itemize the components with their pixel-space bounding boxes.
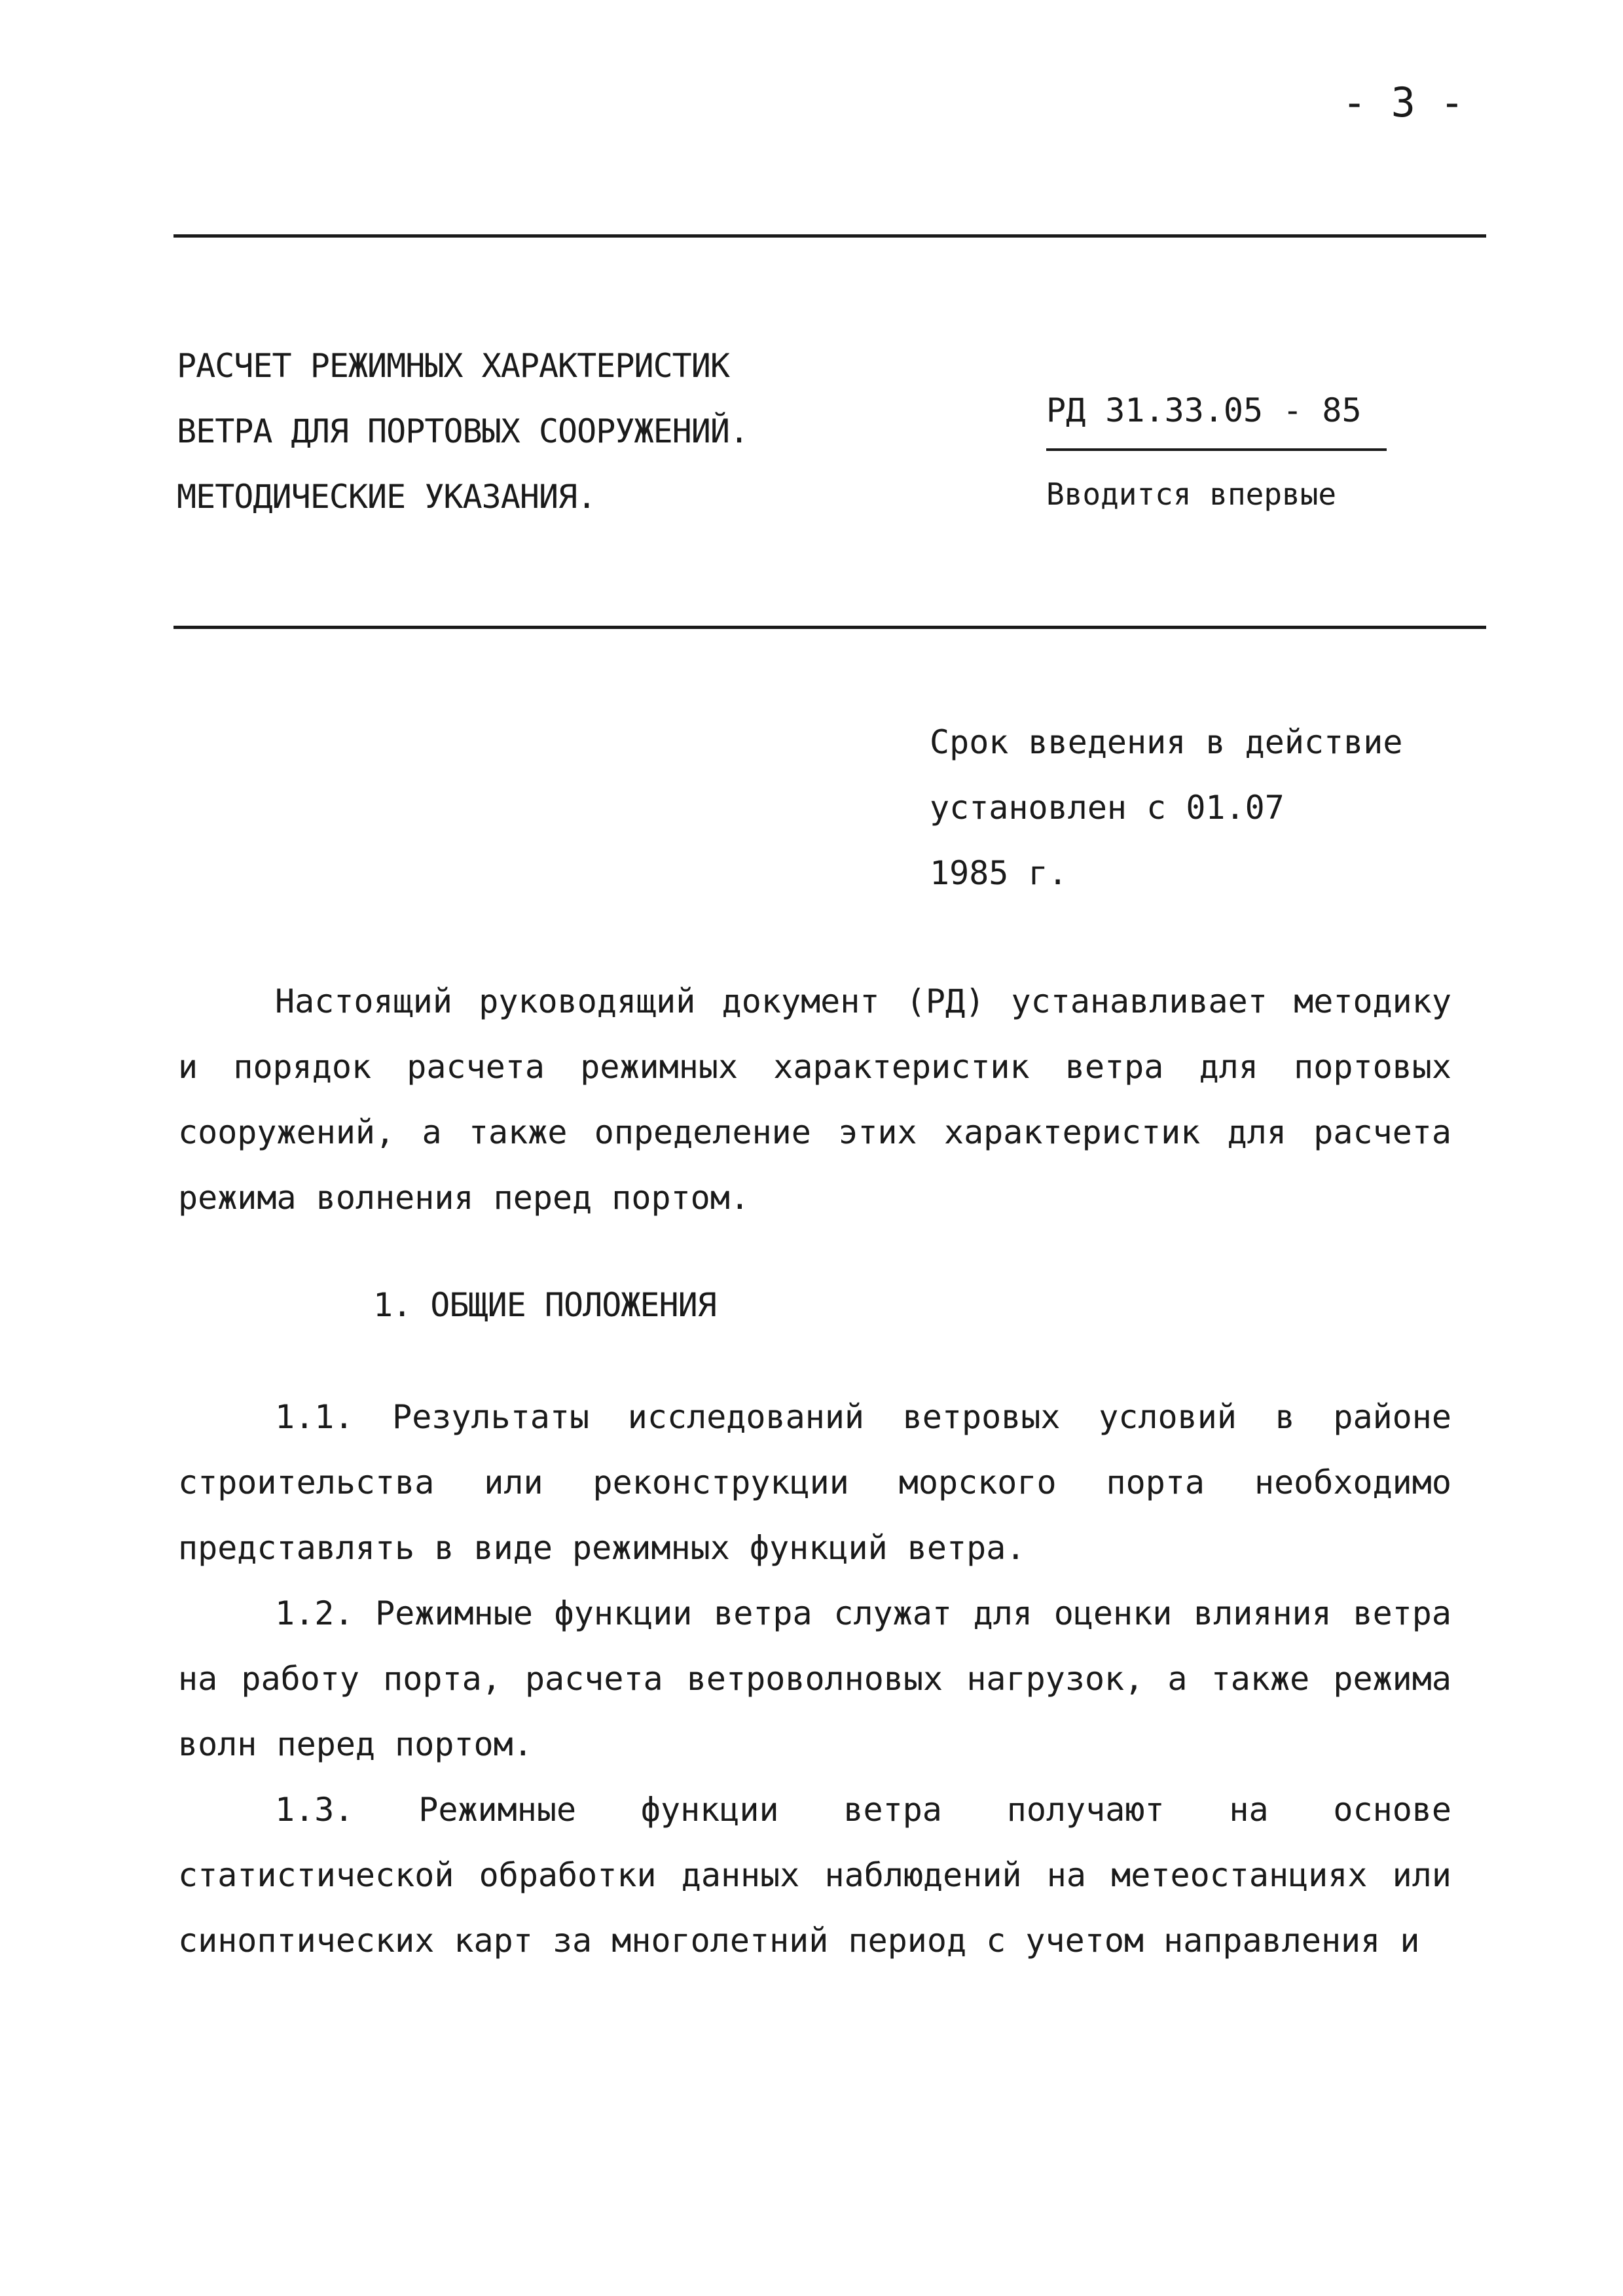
introduction-note: Вводится впервые (1046, 476, 1337, 512)
document-title-line-3: МЕТОДИЧЕСКИЕ УКАЗАНИЯ. (177, 478, 596, 516)
header-top-rule (173, 234, 1486, 238)
paragraph-1-2: 1.2. Режимные функции ветра служат для оценки влияния ветра на работу порта, расчета ветроволновых нагрузок, а также режима волн перед портом. (178, 1594, 1451, 1763)
header-bottom-rule (173, 626, 1486, 629)
effective-date-line-3: 1985 г. (930, 854, 1068, 892)
document-title-line-2: ВЕТРА ДЛЯ ПОРТОВЫХ СООРУЖЕНИЙ. (177, 412, 749, 450)
document-title-line-1: РАСЧЕТ РЕЖИМНЫХ ХАРАКТЕРИСТИК (177, 347, 729, 385)
intro-paragraph: Настоящий руководящий документ (РД) устанавливает методику и порядок расчета режимных характеристик ветра для портовых сооружений, а также определение этих характеристик для расчета режима волнения перед портом. (178, 982, 1451, 1217)
section-title: 1. ОБЩИЕ ПОЛОЖЕНИЯ (373, 1286, 716, 1324)
paragraph-1-1: 1.1. Результаты исследований ветровых условий в районе строительства или реконструкции морского порта необходимо представлять в виде режимных функций ветра. (178, 1398, 1451, 1567)
document-code-underline (1046, 448, 1387, 451)
effective-date-line-2: установлен с 01.07 (930, 789, 1285, 827)
document-code: РД 31.33.05 - 85 (1046, 391, 1362, 429)
effective-date-line-1: Срок введения в действие (930, 723, 1403, 761)
page-number: - 3 - (1342, 79, 1465, 126)
paragraph-1-3: 1.3. Режимные функции ветра получают на основе статистической обработки данных наблюдений на метеостанциях или синоптических карт за многолетний период с учетом направления и (178, 1791, 1451, 1960)
